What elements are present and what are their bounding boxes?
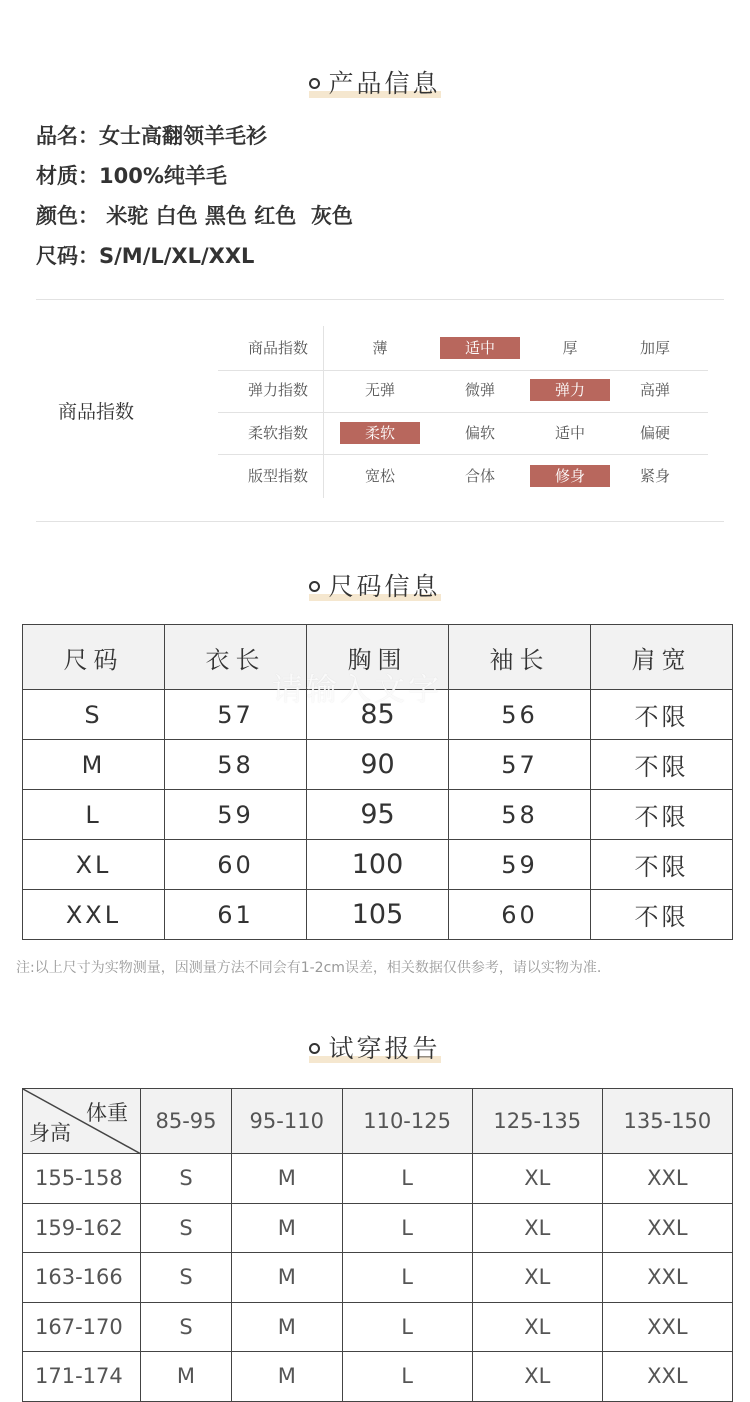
size-info-header (0, 567, 750, 603)
table-cell: M (231, 1203, 342, 1253)
index-option: 合体 (464, 467, 495, 485)
table-row (23, 1253, 733, 1303)
index-option: 宽松 (364, 467, 395, 485)
col-header: 85-95 (141, 1089, 232, 1154)
col-header: 衣长 (165, 625, 307, 690)
table-cell: 58 (449, 790, 591, 840)
index-option: 微弹 (464, 381, 495, 399)
table-cell: 不限 (591, 790, 733, 840)
table-cell: 90 (307, 740, 449, 790)
table-cell: 不限 (591, 840, 733, 890)
table-cell: XXL (602, 1352, 732, 1402)
table-cell: XL (472, 1253, 602, 1303)
info-label: 品名： (36, 124, 99, 148)
info-line-material (36, 160, 353, 200)
table-cell: 60 (165, 840, 307, 890)
table-cell: L (342, 1302, 472, 1352)
col-header: 袖长 (449, 625, 591, 690)
table-row (23, 840, 733, 890)
info-value: 100%纯羊毛 (99, 164, 227, 188)
circle-bullet-icon (309, 581, 320, 592)
index-option-selected: 修身 (530, 465, 610, 487)
table-cell: 59 (449, 840, 591, 890)
table-row (23, 1203, 733, 1253)
index-option: 偏硬 (639, 424, 670, 442)
table-cell: S (141, 1302, 232, 1352)
table-cell: L (342, 1154, 472, 1204)
table-cell: 57 (165, 690, 307, 740)
divider (218, 454, 708, 455)
index-row-label: 柔软指数 (247, 424, 308, 442)
index-option: 适中 (554, 424, 585, 442)
index-option: 高弹 (639, 381, 670, 399)
col-header: 胸围 (307, 625, 449, 690)
table-cell: 59 (165, 790, 307, 840)
table-cell: L (342, 1253, 472, 1303)
info-label: 颜色： (36, 204, 99, 228)
table-cell: 85 (307, 690, 449, 740)
table-cell: 60 (449, 890, 591, 940)
table-row (23, 1154, 733, 1204)
info-value: 女士高翻领羊毛衫 (99, 124, 267, 148)
product-info-list (36, 120, 353, 280)
table-cell: M (231, 1154, 342, 1204)
table-row (23, 790, 733, 840)
table-cell: XXL (602, 1203, 732, 1253)
index-option-selected: 弹力 (530, 379, 610, 401)
table-cell: XXL (602, 1302, 732, 1352)
fit-report-title: 试穿报告 (328, 1034, 441, 1063)
index-option: 薄 (372, 339, 388, 357)
corner-top-label: 体重 (86, 1101, 128, 1125)
table-cell: 58 (165, 740, 307, 790)
info-line-color (36, 200, 353, 240)
table-cell: S (141, 1154, 232, 1204)
table-row (23, 890, 733, 940)
table-cell: M (231, 1253, 342, 1303)
table-cell: 不限 (591, 740, 733, 790)
col-header: 95-110 (231, 1089, 342, 1154)
table-cell: M (23, 740, 165, 790)
row-header: 163-166 (23, 1253, 141, 1303)
table-cell: XL (472, 1203, 602, 1253)
fit-table (22, 1088, 733, 1402)
table-cell: XL (472, 1154, 602, 1204)
index-option: 加厚 (639, 339, 670, 357)
row-header: 159-162 (23, 1203, 141, 1253)
size-table-header (23, 625, 733, 690)
circle-bullet-icon (309, 78, 320, 89)
size-table (22, 624, 733, 940)
table-row (23, 1352, 733, 1402)
table-cell: 100 (307, 840, 449, 890)
divider (36, 521, 724, 522)
table-cell: 不限 (591, 890, 733, 940)
info-label: 尺码： (36, 244, 99, 268)
table-cell: S (141, 1253, 232, 1303)
fit-report-header (0, 1029, 750, 1065)
table-row (23, 690, 733, 740)
divider (218, 370, 708, 371)
corner-bottom-label: 身高 (29, 1121, 71, 1145)
table-cell: 105 (307, 890, 449, 940)
table-cell: M (231, 1352, 342, 1402)
table-cell: M (141, 1352, 232, 1402)
col-header: 肩宽 (591, 625, 733, 690)
col-header: 125-135 (472, 1089, 602, 1154)
table-cell: 57 (449, 740, 591, 790)
row-header: 171-174 (23, 1352, 141, 1402)
index-option: 偏软 (464, 424, 495, 442)
index-option: 紧身 (639, 467, 670, 485)
product-info-header (0, 64, 750, 100)
info-line-name (36, 120, 353, 160)
info-value: S/M/L/XL/XXL (99, 244, 255, 268)
index-option-selected: 柔软 (340, 422, 420, 444)
col-header: 135-150 (602, 1089, 732, 1154)
divider (36, 299, 724, 300)
table-cell: XL (23, 840, 165, 890)
table-cell: XXL (602, 1253, 732, 1303)
table-cell: M (231, 1302, 342, 1352)
fit-table-header (23, 1089, 733, 1154)
table-cell: 61 (165, 890, 307, 940)
circle-bullet-icon (309, 1043, 320, 1054)
table-row (23, 740, 733, 790)
index-option: 厚 (562, 339, 578, 357)
table-cell: 不限 (591, 690, 733, 740)
index-option: 无弹 (364, 381, 395, 399)
product-info-title: 产品信息 (328, 69, 441, 98)
table-cell: L (23, 790, 165, 840)
table-cell: XL (472, 1352, 602, 1402)
info-value: 米驼 白色 黑色 红色 灰色 (99, 204, 353, 228)
row-header: 155-158 (23, 1154, 141, 1204)
table-cell: 56 (449, 690, 591, 740)
table-cell: L (342, 1352, 472, 1402)
col-header: 尺码 (23, 625, 165, 690)
info-label: 材质： (36, 164, 99, 188)
index-row-label: 商品指数 (247, 339, 308, 357)
size-note: 注:以上尺寸为实物测量，因测量方法不同会有1-2cm误差，相关数据仅供参考，请以实物为准. (16, 960, 602, 976)
index-row-label: 弹力指数 (247, 381, 308, 399)
index-row-label: 版型指数 (247, 467, 308, 485)
table-row (23, 1302, 733, 1352)
table-cell: S (141, 1203, 232, 1253)
col-header: 110-125 (342, 1089, 472, 1154)
table-cell: XXL (602, 1154, 732, 1204)
info-line-size (36, 240, 353, 280)
table-cell: XL (472, 1302, 602, 1352)
row-header: 167-170 (23, 1302, 141, 1352)
corner-header (23, 1089, 141, 1154)
size-info-title: 尺码信息 (328, 572, 441, 601)
watermark-text: 请输入文字 (272, 672, 442, 708)
product-index-title: 商品指数 (58, 401, 135, 423)
table-cell: XXL (23, 890, 165, 940)
table-cell: S (23, 690, 165, 740)
index-option-selected: 适中 (440, 337, 520, 359)
divider (218, 412, 708, 413)
table-cell: 95 (307, 790, 449, 840)
table-cell: L (342, 1203, 472, 1253)
